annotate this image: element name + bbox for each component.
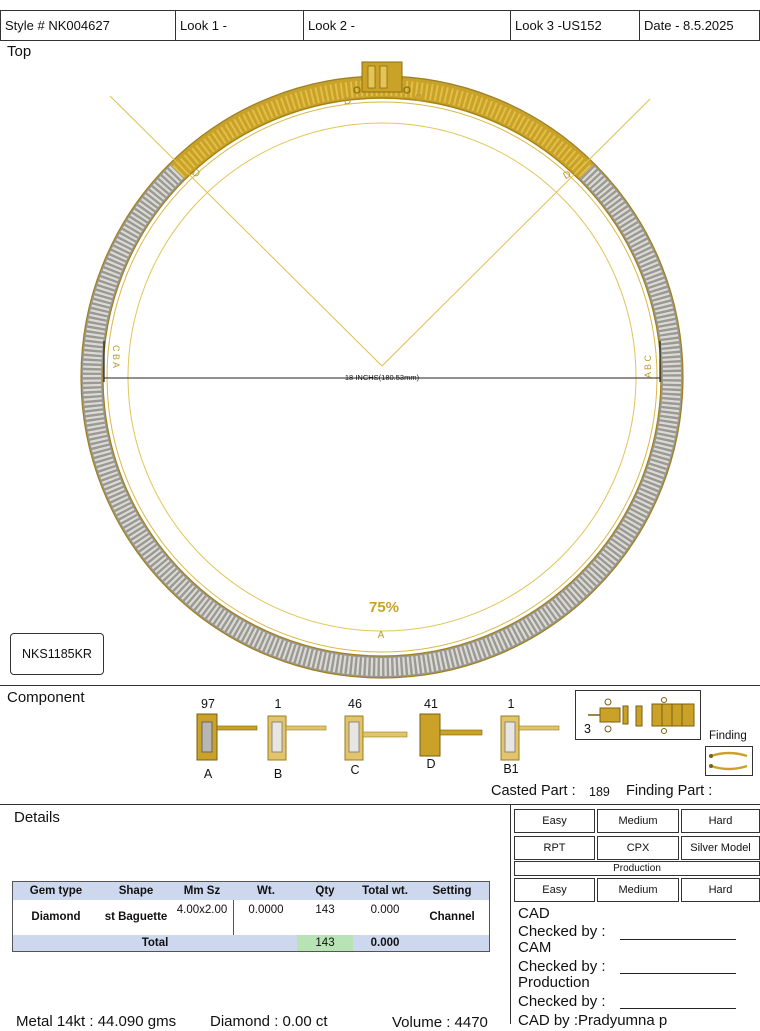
component-title: Component <box>7 689 85 706</box>
production-signature-line <box>620 1008 736 1009</box>
part-b-letter: B <box>273 767 283 781</box>
metal-weight: Metal 14kt : 44.090 gms <box>16 1013 177 1030</box>
header-style: Style # NK004627 <box>0 10 176 41</box>
finding-part-label: Finding Part : <box>626 783 713 799</box>
gem-row-qty: 143 <box>315 904 335 916</box>
details-top-divider <box>0 804 760 805</box>
gem-total-wt: 0.000 <box>370 937 400 949</box>
gem-table-header-wt: Wt. <box>257 885 275 897</box>
diamond-weight: Diamond : 0.00 ct <box>210 1013 328 1030</box>
guide-line-right <box>382 99 650 366</box>
cam-label: CAM <box>518 939 552 956</box>
gold-top-segment <box>178 88 586 172</box>
part-b-qty: 1 <box>274 697 282 711</box>
gem-row-total-wt: 0.000 <box>370 904 400 916</box>
section-letter-d-top-left: D <box>344 96 352 107</box>
production-medium: Medium <box>597 878 679 902</box>
cad-by: CAD by :Pradyumna p <box>518 1012 668 1029</box>
gem-row-mm-sz: 4.00x2.00 <box>176 904 228 916</box>
finding-icon <box>705 746 753 776</box>
header-look-2: Look 2 - <box>303 10 511 41</box>
part-c-qty: 46 <box>348 697 362 711</box>
model-type-silver: Silver Model <box>681 836 760 860</box>
part-d-icon <box>418 712 484 760</box>
cad-signature-line <box>620 939 736 940</box>
gem-table-header-gem-type: Gem type <box>29 885 83 897</box>
top-view-title: Top <box>7 43 32 60</box>
part-d-qty: 41 <box>424 697 438 711</box>
header-look-1: Look 1 - <box>175 10 304 41</box>
gem-row-shape: st Baguette <box>104 911 168 923</box>
finding-label: Finding <box>709 730 747 742</box>
gem-table-vline <box>233 900 234 935</box>
gem-total-label: Total <box>141 937 169 949</box>
gem-row-setting: Channel <box>429 911 475 923</box>
volume: Volume : 4470 <box>392 1014 488 1031</box>
gem-total-qty: 143 <box>315 937 335 949</box>
difficulty-hard: Hard <box>681 809 760 833</box>
part-b1-qty: 1 <box>507 697 515 711</box>
model-type-rpt: RPT <box>514 836 595 860</box>
part-a-qty: 97 <box>201 697 215 711</box>
section-letter-d-left: D <box>189 167 202 181</box>
left-marker: C B A <box>111 345 121 369</box>
clasp-icon <box>354 62 410 93</box>
part-c-letter: C <box>350 763 360 777</box>
difficulty-easy: Easy <box>514 809 595 833</box>
part-b1-letter: B1 <box>503 762 519 776</box>
gem-row-gem-type: Diamond <box>31 911 81 923</box>
gem-table-header-shape: Shape <box>118 885 154 897</box>
part-c-icon <box>343 712 409 764</box>
gem-table-total-bg <box>13 935 489 951</box>
production-check-label: Production <box>518 974 590 991</box>
cad-checked-by: Checked by : <box>518 923 606 940</box>
percent-label: 75% <box>368 599 400 616</box>
part-b1-icon <box>499 712 561 764</box>
section-letter-d-top-right: D <box>414 91 422 102</box>
gem-row-wt: 0.0000 <box>248 904 284 916</box>
production-label: Production <box>514 861 760 876</box>
clasp-parts-icon <box>586 694 698 738</box>
guide-line-left <box>110 96 382 369</box>
cam-signature-line <box>620 973 736 974</box>
casted-part-value: 189 <box>589 785 610 799</box>
difficulty-medium: Medium <box>597 809 679 833</box>
header-date: Date - 8.5.2025 <box>639 10 760 41</box>
gem-table-header-total-wt: Total wt. <box>362 885 408 897</box>
details-title: Details <box>14 809 60 826</box>
gem-table-header-qty: Qty <box>315 885 335 897</box>
model-type-cpx: CPX <box>597 836 679 860</box>
production-hard: Hard <box>681 878 760 902</box>
gem-table-header-setting: Setting <box>432 885 472 897</box>
part-a-letter: A <box>203 767 213 781</box>
clasp-qty: 3 <box>584 722 591 736</box>
necklace-top-view-drawing <box>0 40 760 685</box>
header-look-3: Look 3 -US152 <box>510 10 640 41</box>
details-vertical-divider <box>510 804 511 1024</box>
model-code-badge: NKS1185KR <box>10 633 104 675</box>
section-letter-a: A <box>377 630 385 641</box>
part-b-icon <box>266 712 328 764</box>
production-easy: Easy <box>514 878 595 902</box>
gem-table-header-mm-sz: Mm Sz <box>183 885 221 897</box>
casted-part-label: Casted Part : <box>491 783 576 799</box>
section-letter-d-right: D <box>561 168 574 183</box>
cam-checked-by: Checked by : <box>518 958 606 975</box>
right-marker: A B C <box>643 354 653 378</box>
part-d-letter: D <box>426 757 436 771</box>
component-top-divider <box>0 685 760 686</box>
production-checked-by: Checked by : <box>518 993 606 1010</box>
diameter-label: 18 INCHS(180.53mm) <box>344 373 420 382</box>
part-a-icon <box>195 712 261 764</box>
cad-label: CAD <box>518 905 550 922</box>
